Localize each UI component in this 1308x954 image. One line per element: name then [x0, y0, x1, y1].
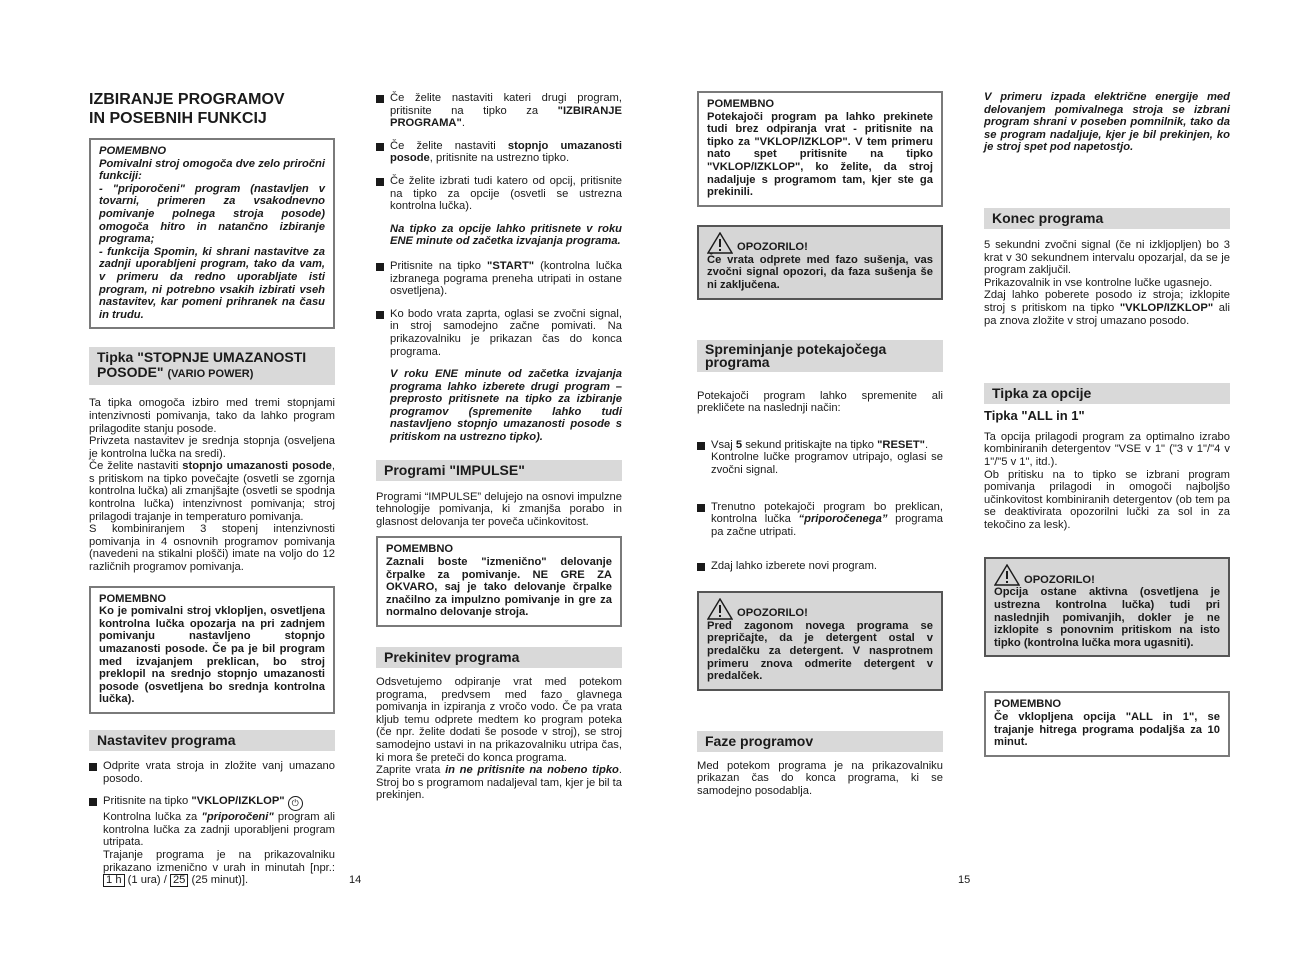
- section-heading-konec: Konec programa: [984, 208, 1230, 229]
- warning-icon: [707, 232, 733, 254]
- pomembno-box: POMEMBNO Potekajoči program pa lahko prekinete tudi brez odpiranja vrat - pritisnite na tipko za "VKLOP/IZKLOP". V tem primeru nato spet pritisnite na tipko "VKLOP/IZKLOP", ko želite, da stroj nadaljuje s programom tam, kjer ste ga prekinili.: [697, 91, 943, 207]
- section-heading-prekinitev: Prekinitev programa: [376, 647, 622, 668]
- note: V roku ENE minute od začetka izvajanja programa lahko izberete drugi program – preprosto pritisnete na tipko za izbiranje programov (spremenite lahko tudi nastavljeno stopnjo umazanosti posode s pritiskom na ustrezno tipko).: [390, 368, 622, 444]
- display-value: 25: [170, 874, 188, 887]
- section-heading-opcije: Tipka za opcije: [984, 383, 1230, 404]
- warning-icon: [994, 564, 1020, 586]
- power-icon: ⏻: [288, 796, 303, 811]
- list-item: Trenutno potekajoči program bo preklican, kontrolna lučka “priporočenega” programa pa začne utripati.: [697, 501, 943, 539]
- box-text: - "priporočeni" program (nastavljen v tovarni, primeren za vsakodnevno pomivanje polnega stroja posode) omogoča hitro in natančno izbiranje programa;: [99, 182, 325, 246]
- list-item: Pritisnite na tipko "VKLOP/IZKLOP" ⏻ Kontrolna lučka za "priporočeni" program ali kontrolna lučka za zadnji uporabljeni program utripata. Trajanje programa je na prikazovalniku prikazano izmenično v urah in minutah [npr.: 1 h (1 ura) / 25 (25 minut)].: [89, 795, 335, 887]
- paragraph: Ta tipka omogoča izbiro med tremi stopnjami intenzivnosti pomivanja, tako da lahko program prilagodite stanju posode. Privzeta nastavitev je srednja stopnja (osveljena je kontrolna lučka na sredi). Če želite nastaviti stopnjo umazanosti posode, s pritiskom na tipko povečajte (osvetli se zgornja kontrolna lučka) ali zmanjšajte (osvetli se spodnja kontrolna lučka) intenzivnost pomivanja; stroj prilagodi trajanje in temperaturo pomivanja. S kombiniranjem 3 stopenj intenzivnosti pomivanja in 4 osnovnih programov pomivanja (navedeni na stikalni plošči) imate na voljo do 12 različnih programov pomivanja.: [89, 397, 335, 574]
- column-1: [89, 88, 335, 897]
- box-text: Pomivalni stroj omogoča dve zelo priročni funkciji:: [99, 157, 325, 183]
- box-text: - funkcija Spomin, ki shrani nastavitve za zadnji uporabljeni program, tako da vam, v primeru da redno uporabljate isti program, ni potrebno vsakih izbirati vseh nastavitev, kar pomeni prihranek na času in trudu.: [99, 245, 325, 321]
- list-item: Če želite izbrati tudi katero od opcij, pritisnite na tipko za opcije (osvetli se ustrezna kontrolna lučka).: [376, 175, 622, 213]
- paragraph: V primeru izpada električne energije med delovanjem pomivalnega stroja se izbrani program shrani v poseben pomnilnik, tako da se program nadaljuje, kjer je bil prekinjen, ko je stroj spet pod napetostjo.: [984, 91, 1230, 154]
- section-heading-faze: Faze programov: [697, 731, 943, 752]
- paragraph: Programi “IMPULSE” delujejo na osnovi impulzne tehnologije pomivanja, ki zmanjša porabo in glasnost delovanja ter poveča učinkovitost.: [376, 490, 622, 528]
- opozorilo-box: OPOZORILO! Če vrata odprete med fazo sušenja, vas zvočni signal opozori, da faza sušenja še ni zaključena.: [697, 225, 943, 300]
- pomembno-box: POMEMBNO Če vklopljena opcija "ALL in 1", se trajanje hitrega programa podaljša za 10 minut.: [984, 691, 1230, 756]
- section-heading-spreminjanje: Spreminjanje potekajočega programa: [697, 340, 943, 372]
- list-item: Pritisnite na tipko "START" (kontrolna lučka izbranega pograma preneha utripati in ostane osvetljena).: [376, 260, 622, 298]
- opozorilo-box: OPOZORILO! Opcija ostane aktivna (osvetljena je ustrezna kontrolna lučka) tudi pri naslednjih pomivanjih, dokler je ne izklopite s ponovnim pritiskom na isto tipko (kontrolna lučka mora ugasniti).: [984, 557, 1230, 657]
- pomembno-box: [89, 138, 335, 329]
- subheading-all-in-1: Tipka "ALL in 1": [984, 408, 1085, 424]
- section-heading-impulse: Programi "IMPULSE": [376, 460, 622, 481]
- list-item: Ko bodo vrata zaprta, oglasi se zvočni signal, in stroj samodejno začne pomivati. Na prikazovalniku je prikazan čas do konca programa.: [376, 308, 622, 358]
- pomembno-box: POMEMBNO Zaznali boste "izmenično" delovanje črpalke za pomivanje. NE GRE ZA OKVARO, saj je tako delovanje črpalke značilno za impulzno pomivanje in gre za normalno delovanje stroja.: [376, 536, 622, 627]
- box-heading: POMEMBNO: [99, 145, 167, 157]
- list-item: Če želite nastaviti kateri drugi program, pritisnite na tipko za "IZBIRANJE PROGRAMA".: [376, 92, 622, 130]
- paragraph: Ta opcija prilagodi program za optimalno izrabo kombiniranih detergentov "VSE v 1" ("3 v 1"/"4 v 1"/"5 v 1", itd.). Ob pritisku na to tipko se izbrani program pomivanja prilagodi in omogoči najboljšo učinkovitost kombiniranih detergentov (ob tem pa se deaktivirata opozorilni lučki za sol in za tekočino za lesk).: [984, 430, 1230, 531]
- paragraph: 5 sekundni zvočni signal (če ni izkljopljen) bo 3 krat v 30 sekundnem intervalu opozarjal, da se je program zaključil. Prikazovalnik in vse kontrolne lučke ugasnejo. Zdaj lahko poberete posodo iz stroja; izklopite stroj s pritiskom na tipko "VKLOP/IZKLOP" ali pa znova zložite v stroj umazano posodo.: [984, 238, 1230, 327]
- note: Na tipko za opcije lahko pritisnete v roku ENE minute od začetka izvajanja programa.: [390, 222, 622, 248]
- list-item: Če želite nastaviti stopnjo umazanosti posode, pritisnite na ustrezno tipko.: [376, 140, 622, 165]
- paragraph: Odsvetujemo odpiranje vrat med potekom programa, predvsem med fazo glavnega pomivanja in izpiranja z vročo vodo. Če pa vrata kljub temu odprete medtem ko program poteka (če npr. želite dodati še posode v stroj), se stroj samodejno ustavi in na prikazovalniku utripa čas, ki mora še preteči do konca programa. Zaprite vrata in ne pritisnite na nobeno tipko. Stroj bo s programom nadaljeval tam, kjer je bil ta prekinjen.: [376, 676, 622, 802]
- section-heading-nastavitev: Nastavitev programa: [89, 730, 335, 751]
- paragraph: Potekajoči program lahko spremenite ali prekličete na naslednji način:: [697, 389, 943, 415]
- page-number-left: 14: [349, 874, 362, 886]
- column-3: [697, 91, 943, 806]
- pomembno-box: POMEMBNO Ko je pomivalni stroj vklopljen, osvetljena kontrolna lučka opozarja na pri zadnjem pomivanju nastavljeno stopnjo umazanosti posode. Če pa je bil program med izvajanjem preklican, bo stroj preklopil na srednjo stopnjo umazanosti posode (osvetljena bo srednja kontrolna lučka).: [89, 586, 335, 714]
- list-item: Vsaj 5 sekund pritiskajte na tipko "RESET". Kontrolne lučke programov utripajo, oglasi se zvočni signal.: [697, 439, 943, 477]
- column-2: [376, 92, 622, 802]
- section-heading-vario-power: Tipka "STOPNJE UMAZANOSTI POSODE" (VARIO POWER): [89, 347, 335, 385]
- opozorilo-box: OPOZORILO! Pred zagonom novega programa se prepričajte, da je detergent ostal v predalčku za detergent. V nasprotnem primeru znova odmerite detergent v predalček.: [697, 591, 943, 691]
- list-item: Zdaj lahko izberete novi program.: [697, 560, 943, 573]
- page-number-right: 15: [958, 874, 971, 886]
- page-title: IZBIRANJE PROGRAMOV IN POSEBNIH FUNKCIJ: [89, 91, 285, 127]
- paragraph: Med potekom programa je na prikazovalniku prikazan čas do konca programa, ki se samodejno posodablja.: [697, 759, 943, 798]
- warning-icon: [707, 598, 733, 620]
- column-4: [984, 91, 1230, 757]
- list-item: Odprite vrata stroja in zložite vanj umazano posodo.: [89, 760, 335, 785]
- display-value: 1 h: [103, 874, 125, 887]
